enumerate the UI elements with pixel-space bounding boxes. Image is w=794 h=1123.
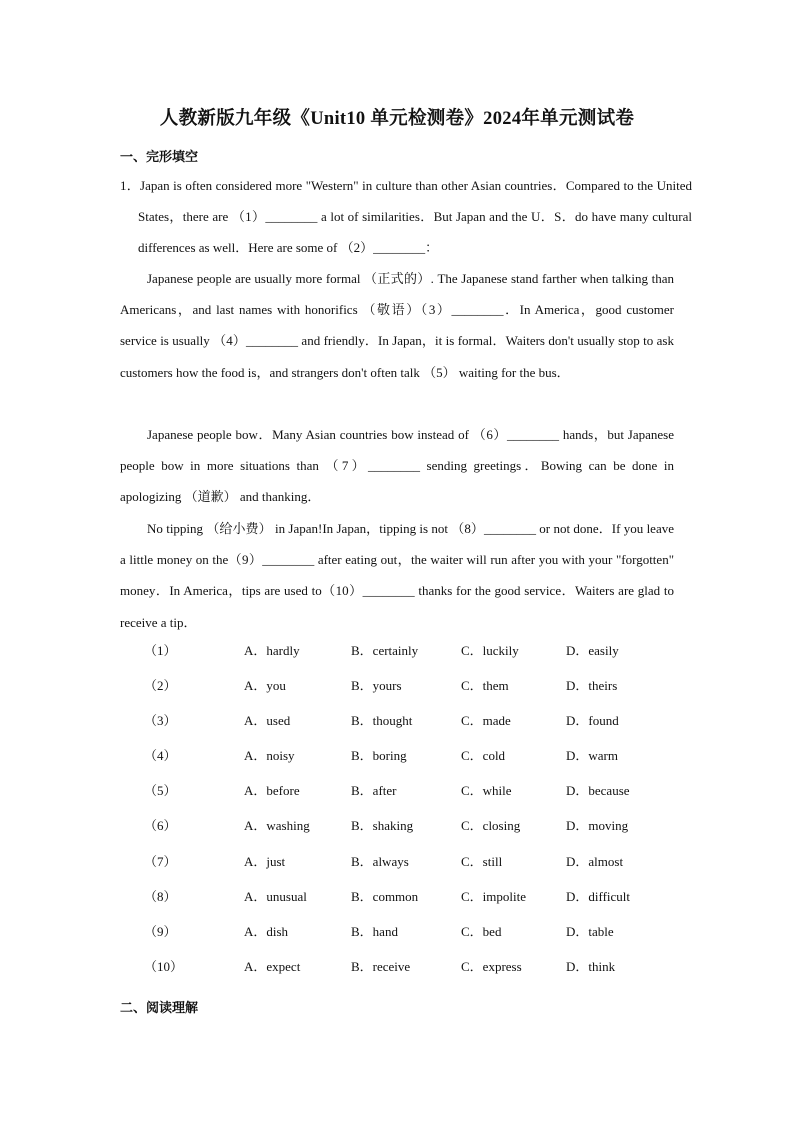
question-number: （8） <box>144 888 177 904</box>
question-number: （7） <box>144 853 177 869</box>
option-a: A．you <box>244 678 286 694</box>
option-b: B．certainly <box>351 643 419 658</box>
option-d: D．found <box>566 713 619 729</box>
option-d: D．think <box>566 958 616 974</box>
option-b: B．receive <box>351 958 411 974</box>
question-number: （9） <box>144 923 177 939</box>
option-a: A．just <box>244 853 286 869</box>
option-a: A．used <box>244 713 291 729</box>
option-c: C．still <box>461 853 503 869</box>
passage-paragraph-2: Japanese people are usually more formal （正式的）. The Japanese stand farther when talking than Americans，and last names with honorifics （敬语）（3）________．In America，good customer service is usually （4）________ and friendly．In Japan，it is formal．Waiters don't usually stop to ask customers how the food is，and strangers don't often talk （5） waiting for the bus． <box>120 271 674 380</box>
question-number: （5） <box>144 783 177 799</box>
option-c: C．bed <box>461 923 502 939</box>
question-number: （6） <box>144 818 177 834</box>
option-d: D．easily <box>566 643 619 658</box>
question-number: （1） <box>144 643 177 658</box>
option-b: B．shaking <box>351 818 414 834</box>
passage-paragraph-1: 1．Japan is often considered more "Western" in culture than other Asian countries．Compared to the United States，there are （1）________ a lot of similarities．But Japan and the U．S．do have many cultural differences as well．Here are some of （2）________： <box>120 178 692 256</box>
option-a: A．before <box>244 783 300 799</box>
option-c: C．them <box>461 678 509 694</box>
question-number: （4） <box>144 748 177 764</box>
option-a: A．dish <box>244 923 289 939</box>
page-title: 人教新版九年级《Unit10 单元检测卷》2024年单元测试卷 <box>159 109 635 129</box>
option-b: B．always <box>351 853 409 869</box>
option-a: A．expect <box>244 958 301 974</box>
option-b: B．thought <box>351 713 413 729</box>
option-c: C．while <box>461 783 512 799</box>
option-b: B．hand <box>351 923 398 939</box>
option-b: B．after <box>351 783 397 799</box>
option-b: B．common <box>351 888 419 904</box>
section-heading-cloze: 一、完形填空 <box>120 150 199 165</box>
option-d: D．theirs <box>566 678 618 694</box>
option-d: D．warm <box>566 748 618 764</box>
option-c: C．express <box>461 958 522 974</box>
option-d: D．moving <box>566 818 629 834</box>
option-d: D．table <box>566 923 614 939</box>
section-heading-reading: 二、阅读理解 <box>120 1001 199 1016</box>
option-c: C．cold <box>461 748 506 764</box>
question-number: （10） <box>144 958 184 974</box>
option-d: D．because <box>566 783 630 799</box>
option-c: C．impolite <box>461 888 527 904</box>
option-a: A．noisy <box>244 748 295 764</box>
option-b: B．boring <box>351 748 407 764</box>
question-number: （2） <box>144 678 177 694</box>
option-c: C．luckily <box>461 643 519 658</box>
passage-paragraph-4: No tipping （给小费） in Japan!In Japan，tipping is not （8）________ or not done．If you leave a little money on the（9）________ after eating out，the waiter will run after you with your "forgotten" money．In America，tips are used to（10）________ thanks for the good service．Waiters are glad to receive a tip． <box>120 521 674 630</box>
option-b: B．yours <box>351 678 402 694</box>
option-d: D．almost <box>566 853 624 869</box>
option-a: A．washing <box>244 818 310 834</box>
question-number: （3） <box>144 713 177 729</box>
option-a: A．unusual <box>244 888 307 904</box>
option-a: A．hardly <box>244 643 300 658</box>
passage-paragraph-3: Japanese people bow．Many Asian countries bow instead of （6）________ hands，but Japanese people bow in more situations than （7）________ sending greetings．Bowing can be done in apologizing （道歉） and thanking． <box>120 427 674 505</box>
option-c: C．closing <box>461 818 521 834</box>
option-d: D．difficult <box>566 888 631 904</box>
option-c: C．made <box>461 713 511 729</box>
